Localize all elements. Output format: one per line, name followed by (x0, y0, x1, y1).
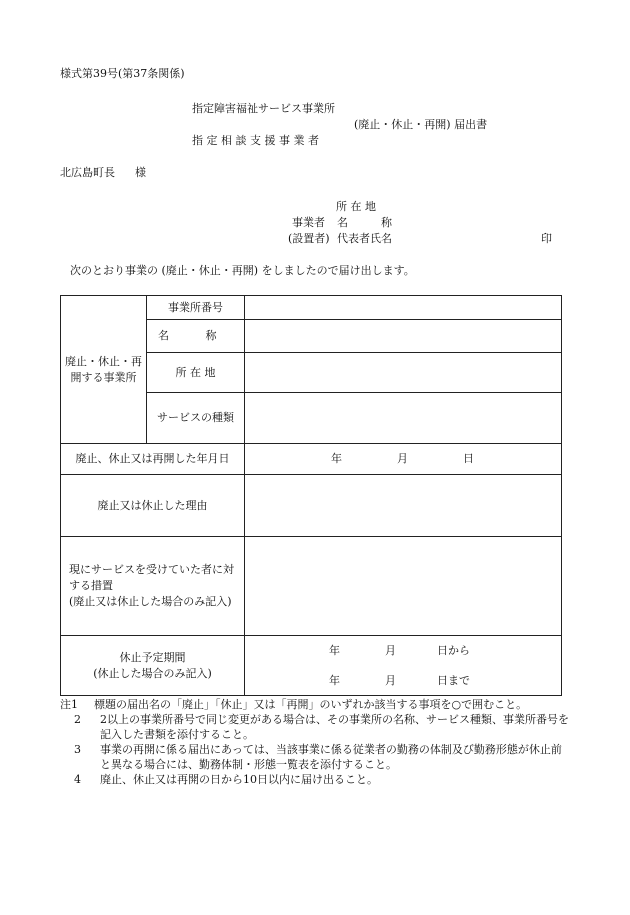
note-text: 廃止、休止又は再開の日から10日以内に届け出ること。 (100, 773, 378, 786)
applicant-location-label: 所 在 地 (336, 200, 376, 213)
office-location-field[interactable] (245, 353, 562, 393)
date-field[interactable] (245, 444, 562, 475)
measures-label-main: 現にサービスを受けていた者に対する措置 (69, 563, 234, 593)
from-month: 月 (385, 643, 396, 657)
note-item (60, 772, 570, 787)
form-number: 様式第39号(第37条関係) (60, 67, 185, 80)
date-day: 日 (463, 452, 474, 466)
seal-mark: 印 (541, 232, 552, 245)
intro-text: 次のとおり事業の (廃止・休止・再開) をしましたので届け出します。 (70, 264, 415, 277)
office-location-label: 所 在 地 (147, 353, 245, 393)
until-day-suffix: 日まで (437, 673, 470, 687)
office-number-field[interactable] (245, 296, 562, 320)
note-item (60, 712, 570, 742)
service-type-label: サービスの種類 (147, 393, 245, 444)
note-item (60, 697, 570, 712)
note-text: 2以上の事業所番号で同じ変更がある場合は、その事業所の名称、サービス種類、事業所番号を記入した書類を添付すること。 (100, 713, 569, 741)
office-number-label: 事業所番号 (147, 296, 245, 320)
note-item (60, 742, 570, 772)
title-line-2: (廃止・休止・再開) 届出書 (354, 118, 488, 131)
planned-period-label-main: 休止予定期間 (119, 650, 186, 664)
office-name-label: 名 称 (147, 320, 245, 353)
from-day-suffix: 日から (437, 643, 470, 657)
note-number: 注1 (60, 698, 78, 711)
until-month: 月 (385, 673, 396, 687)
addressee-honorific: 様 (135, 166, 146, 179)
date-month: 月 (397, 452, 408, 466)
addressee-name: 北広島町長 (60, 166, 115, 179)
office-name-field[interactable] (245, 320, 562, 353)
note-text: 事業の再開に係る届出にあっては、当該事業に係る従業者の勤務の体制及び勤務形態が休止前と異なる場合には、勤務体制・形態一覧表を添付すること。 (100, 743, 562, 771)
reason-field[interactable] (245, 475, 562, 537)
applicant-business-label: 事業者 (292, 216, 325, 229)
note-number: 2 (74, 713, 81, 726)
note-text: 標題の届出名の「廃止」「休止」又は「再開」のいずれか該当する事項を○で囲むこと。 (94, 698, 528, 711)
applicant-setter-label: (設置者) (288, 232, 330, 245)
measures-field[interactable] (245, 537, 562, 636)
note-number: 3 (74, 743, 81, 756)
measures-label-note: (廃止又は休止した場合のみ記入) (69, 594, 232, 608)
date-year: 年 (331, 452, 342, 466)
title-line-1: 指定障害福祉サービス事業所 (192, 102, 335, 115)
reason-label: 廃止又は休止した理由 (61, 475, 245, 537)
planned-period-label-note: (休止した場合のみ記入) (93, 666, 212, 680)
applicant-name-label: 名 (337, 216, 348, 229)
title-line-3: 指 定 相 談 支 援 事 業 者 (192, 134, 319, 147)
notification-form-table (60, 295, 562, 696)
measures-label (61, 537, 245, 636)
notes-section (60, 697, 570, 787)
from-year: 年 (329, 643, 340, 657)
date-label: 廃止、休止又は再開した年月日 (61, 444, 245, 475)
applicant-name-label-2: 称 (381, 216, 392, 229)
planned-period-field[interactable] (245, 636, 562, 696)
planned-period-label (61, 636, 245, 696)
service-type-field[interactable] (245, 393, 562, 444)
office-group-label: 廃止・休止・再開する事業所 (61, 296, 147, 444)
note-number: 4 (74, 773, 81, 786)
applicant-representative-label: 代表者氏名 (337, 232, 392, 245)
until-year: 年 (329, 673, 340, 687)
